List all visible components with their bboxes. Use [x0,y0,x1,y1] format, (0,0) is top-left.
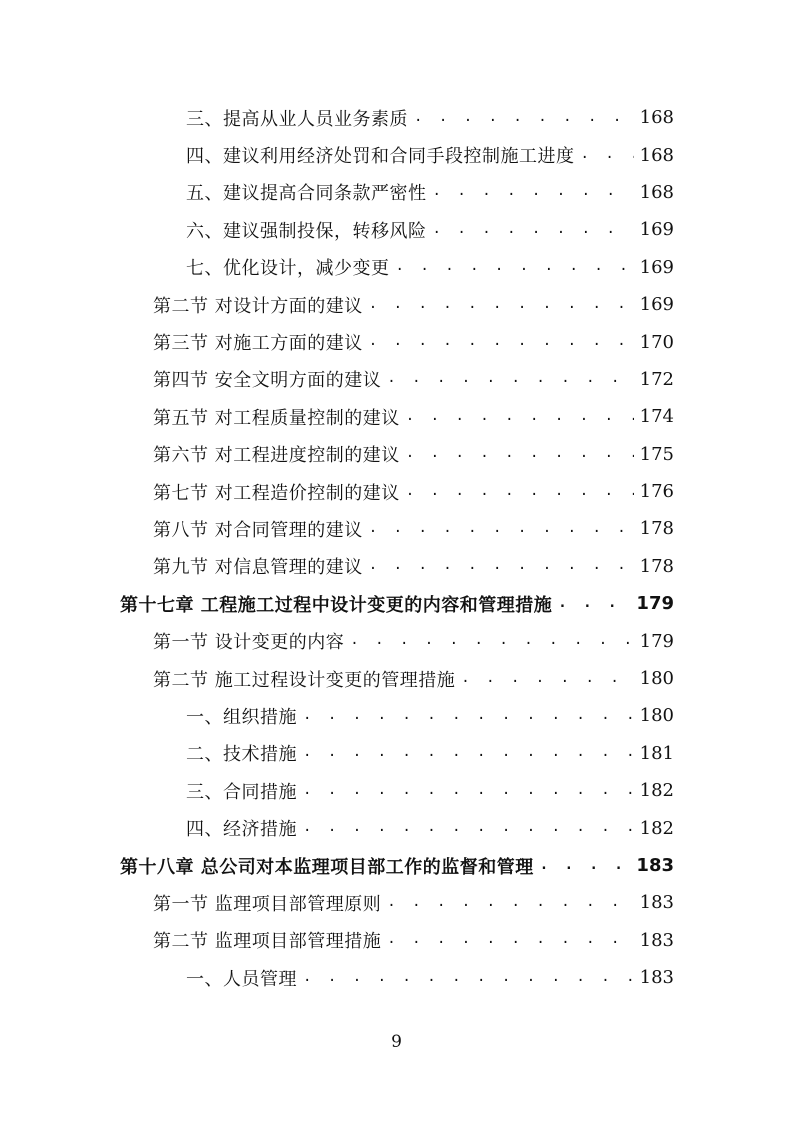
toc-entry-line [153,441,674,467]
toc-entry-title: 第二节 施工过程设计变更的管理措施 [153,669,456,691]
toc-entry-line [153,516,674,542]
toc-entry[interactable] [0,286,793,323]
toc-entry-title: 四、建议利用经济处罚和合同手段控制施工进度 [186,146,575,168]
toc-entry[interactable] [0,361,793,398]
toc-entry-title: 第七节 对工程造价控制的建议 [153,482,400,504]
dot-leader [414,109,634,131]
toc-entry-line [153,404,674,430]
dot-leader [540,857,631,879]
dot-leader [433,221,634,243]
dot-leader [387,370,633,392]
toc-entry[interactable] [0,99,793,136]
toc-entry-page: 179 [636,593,674,615]
toc-entry-title: 第一节 设计变更的内容 [153,632,345,654]
toc-entry-title: 第一节 监理项目部管理原则 [153,893,382,915]
toc-entry[interactable] [0,398,793,435]
toc-entry-title: 一、组织措施 [186,706,297,728]
toc-entry-page: 180 [639,705,674,727]
toc-entry-title: 第六节 对工程进度控制的建议 [153,445,400,467]
toc-entry[interactable] [0,548,793,585]
toc-entry[interactable] [0,249,793,286]
dot-leader [350,632,633,654]
toc-entry-line [120,853,674,879]
dot-leader [387,931,633,953]
toc-entry-page: 178 [639,518,674,540]
toc-entry[interactable] [0,660,793,697]
toc-entry-line [153,366,674,392]
toc-entry-page: 179 [639,630,674,652]
toc-entry-page: 176 [639,481,674,503]
toc-entry[interactable] [0,136,793,173]
toc-entry-title: 第九节 对信息管理的建议 [153,557,363,579]
toc-entry-title: 第二节 对设计方面的建议 [153,295,363,317]
toc-entry-line [186,179,674,205]
table-of-contents [0,99,793,996]
toc-entry-line [153,292,674,318]
toc-entry-line [186,217,674,243]
toc-entry-page: 168 [639,181,674,203]
toc-entry-line [153,927,674,953]
dot-leader [581,146,634,168]
dot-leader [433,183,634,205]
toc-entry-page: 175 [639,443,674,465]
toc-entry[interactable] [0,697,793,734]
toc-entry[interactable] [0,510,793,547]
toc-entry-line [153,666,674,692]
dot-leader [406,483,634,505]
dot-leader [461,670,633,692]
toc-entry[interactable] [0,772,793,809]
toc-entry[interactable] [0,174,793,211]
toc-entry[interactable] [0,735,793,772]
toc-entry-page: 169 [639,256,674,278]
toc-entry-line [153,890,674,916]
toc-entry[interactable] [0,211,793,248]
toc-entry-page: 182 [639,817,674,839]
toc-entry-title: 六、建议强制投保，转移风险 [186,220,427,242]
dot-leader [369,557,634,579]
dot-leader [369,520,634,542]
toc-entry-line [153,329,674,355]
toc-entry-line [186,778,674,804]
toc-entry-line [186,740,674,766]
toc-entry[interactable] [0,884,793,921]
toc-entry-line [153,628,674,654]
toc-entry-line [153,553,674,579]
toc-entry[interactable] [0,809,793,846]
toc-entry-line [120,591,674,617]
toc-entry-title: 三、提高从业人员业务素质 [186,108,408,130]
page-number: 9 [391,1032,402,1052]
toc-entry-page: 182 [639,780,674,802]
dot-leader [303,819,634,841]
toc-entry-title: 五、建议提高合同条款严密性 [186,183,427,205]
toc-entry-page: 183 [636,855,674,876]
toc-entry-page: 178 [639,555,674,577]
toc-entry-page: 183 [639,892,674,914]
dot-leader [387,894,633,916]
toc-entry-line [186,965,674,991]
toc-entry-page: 168 [639,107,674,129]
toc-entry-title: 第八节 对合同管理的建议 [153,519,363,541]
toc-entry-title: 第五节 对工程质量控制的建议 [153,407,400,429]
toc-entry-title: 第三节 对施工方面的建议 [153,333,363,355]
dot-leader [396,258,634,280]
toc-entry-page: 168 [639,144,674,166]
toc-entry[interactable] [0,622,793,659]
toc-entry-title: 二、技术措施 [186,744,297,766]
toc-entry-title: 第十七章 工程施工过程中设计变更的内容和管理措施 [120,594,553,616]
toc-entry-title: 四、经济措施 [186,819,297,841]
toc-entry[interactable] [0,436,793,473]
toc-entry-page: 172 [639,368,674,390]
toc-entry-title: 第二节 监理项目部管理措施 [153,931,382,953]
toc-entry-page: 170 [639,331,674,353]
toc-entry-page: 169 [639,219,674,241]
toc-entry-title: 第十八章 总公司对本监理项目部工作的监督和管理 [120,856,534,878]
toc-entry-line [186,703,674,729]
toc-entry-page: 169 [639,294,674,316]
dot-leader [369,333,634,355]
toc-entry[interactable] [0,473,793,510]
toc-entry-line [186,142,674,168]
toc-entry-line [186,254,674,280]
dot-leader [303,744,634,766]
dot-leader [406,408,634,430]
toc-entry[interactable] [0,959,793,996]
toc-entry-title: 一、人员管理 [186,968,297,990]
dot-leader [303,782,634,804]
toc-entry-page: 183 [639,967,674,989]
toc-entry-line [186,815,674,841]
dot-leader [303,707,634,729]
toc-entry-page: 180 [639,668,674,690]
dot-leader [303,969,634,991]
toc-entry[interactable] [0,847,793,884]
dot-leader [558,595,630,617]
toc-entry-line [186,105,674,131]
toc-entry-page: 181 [639,742,674,764]
dot-leader [406,445,634,467]
dot-leader [369,296,634,318]
toc-entry-title: 三、合同措施 [186,781,297,803]
toc-entry[interactable] [0,585,793,622]
toc-entry-line [153,479,674,505]
toc-entry[interactable] [0,922,793,959]
toc-entry-title: 七、优化设计，减少变更 [186,258,390,280]
toc-entry-title: 第四节 安全文明方面的建议 [153,370,382,392]
toc-entry-page: 174 [639,406,674,428]
toc-entry-page: 183 [639,929,674,951]
toc-entry[interactable] [0,323,793,360]
